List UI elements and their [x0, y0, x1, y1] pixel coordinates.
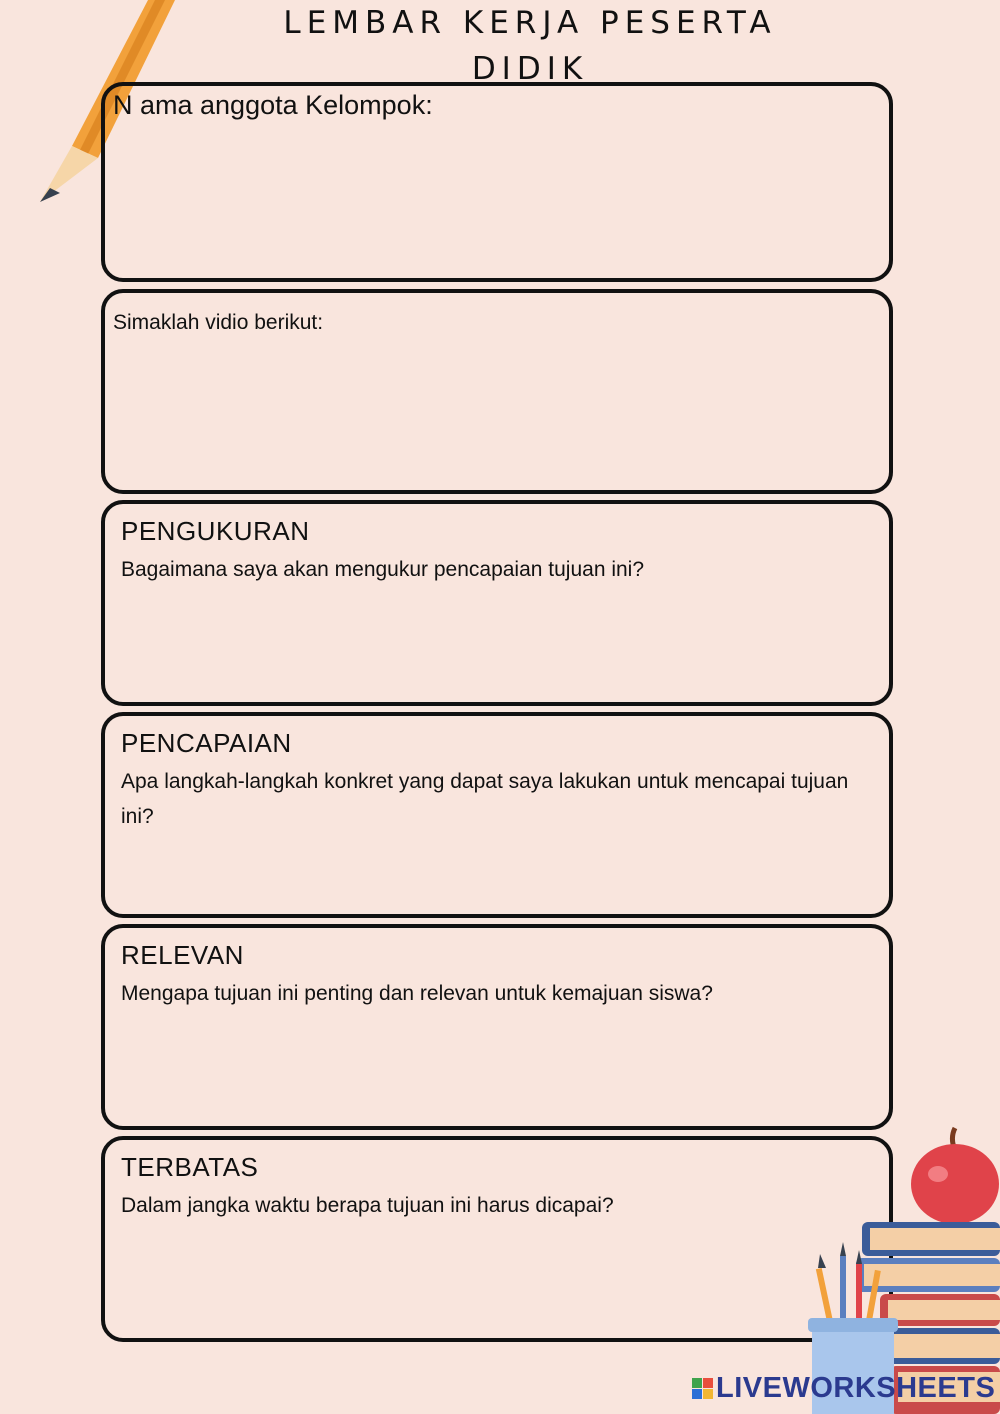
liveworksheets-logo-icon: [692, 1378, 713, 1399]
pengukuran-box[interactable]: [101, 500, 893, 706]
video-label: Simaklah vidio berikut:: [113, 311, 324, 334]
pengukuran-question: Bagaimana saya akan mengukur pencapaian tujuan ini?: [121, 558, 645, 581]
members-box[interactable]: [101, 82, 893, 282]
pencapaian-box[interactable]: [101, 712, 893, 918]
video-box[interactable]: [101, 289, 893, 494]
terbatas-question: Dalam jangka waktu berapa tujuan ini harus dicapai?: [121, 1194, 614, 1217]
pencapaian-question: Apa langkah-langkah konkret yang dapat saya lakukan untuk mencapai tujuan ini?: [121, 770, 849, 828]
pencapaian-heading: PENCAPAIAN: [121, 728, 292, 758]
liveworksheets-logo: [692, 1372, 995, 1405]
page-title-line-1: LEMBAR KERJA PESERTA: [283, 5, 777, 41]
books-icon: [800, 1118, 1000, 1414]
relevan-heading: RELEVAN: [121, 940, 244, 970]
terbatas-box[interactable]: [101, 1136, 893, 1342]
relevan-box[interactable]: [101, 924, 893, 1130]
terbatas-heading: TERBATAS: [121, 1152, 259, 1182]
relevan-question: Mengapa tujuan ini penting dan relevan untuk kemajuan siswa?: [121, 982, 713, 1005]
liveworksheets-logo-text: LIVEWORKSHEETS: [716, 1372, 996, 1404]
apple-icon: [911, 1128, 999, 1224]
members-label: N ama anggota Kelompok:: [113, 90, 433, 120]
pengukuran-heading: PENGUKURAN: [121, 516, 310, 546]
page-title: [210, 0, 850, 92]
page-title-line-2: DIDIK: [471, 51, 589, 87]
